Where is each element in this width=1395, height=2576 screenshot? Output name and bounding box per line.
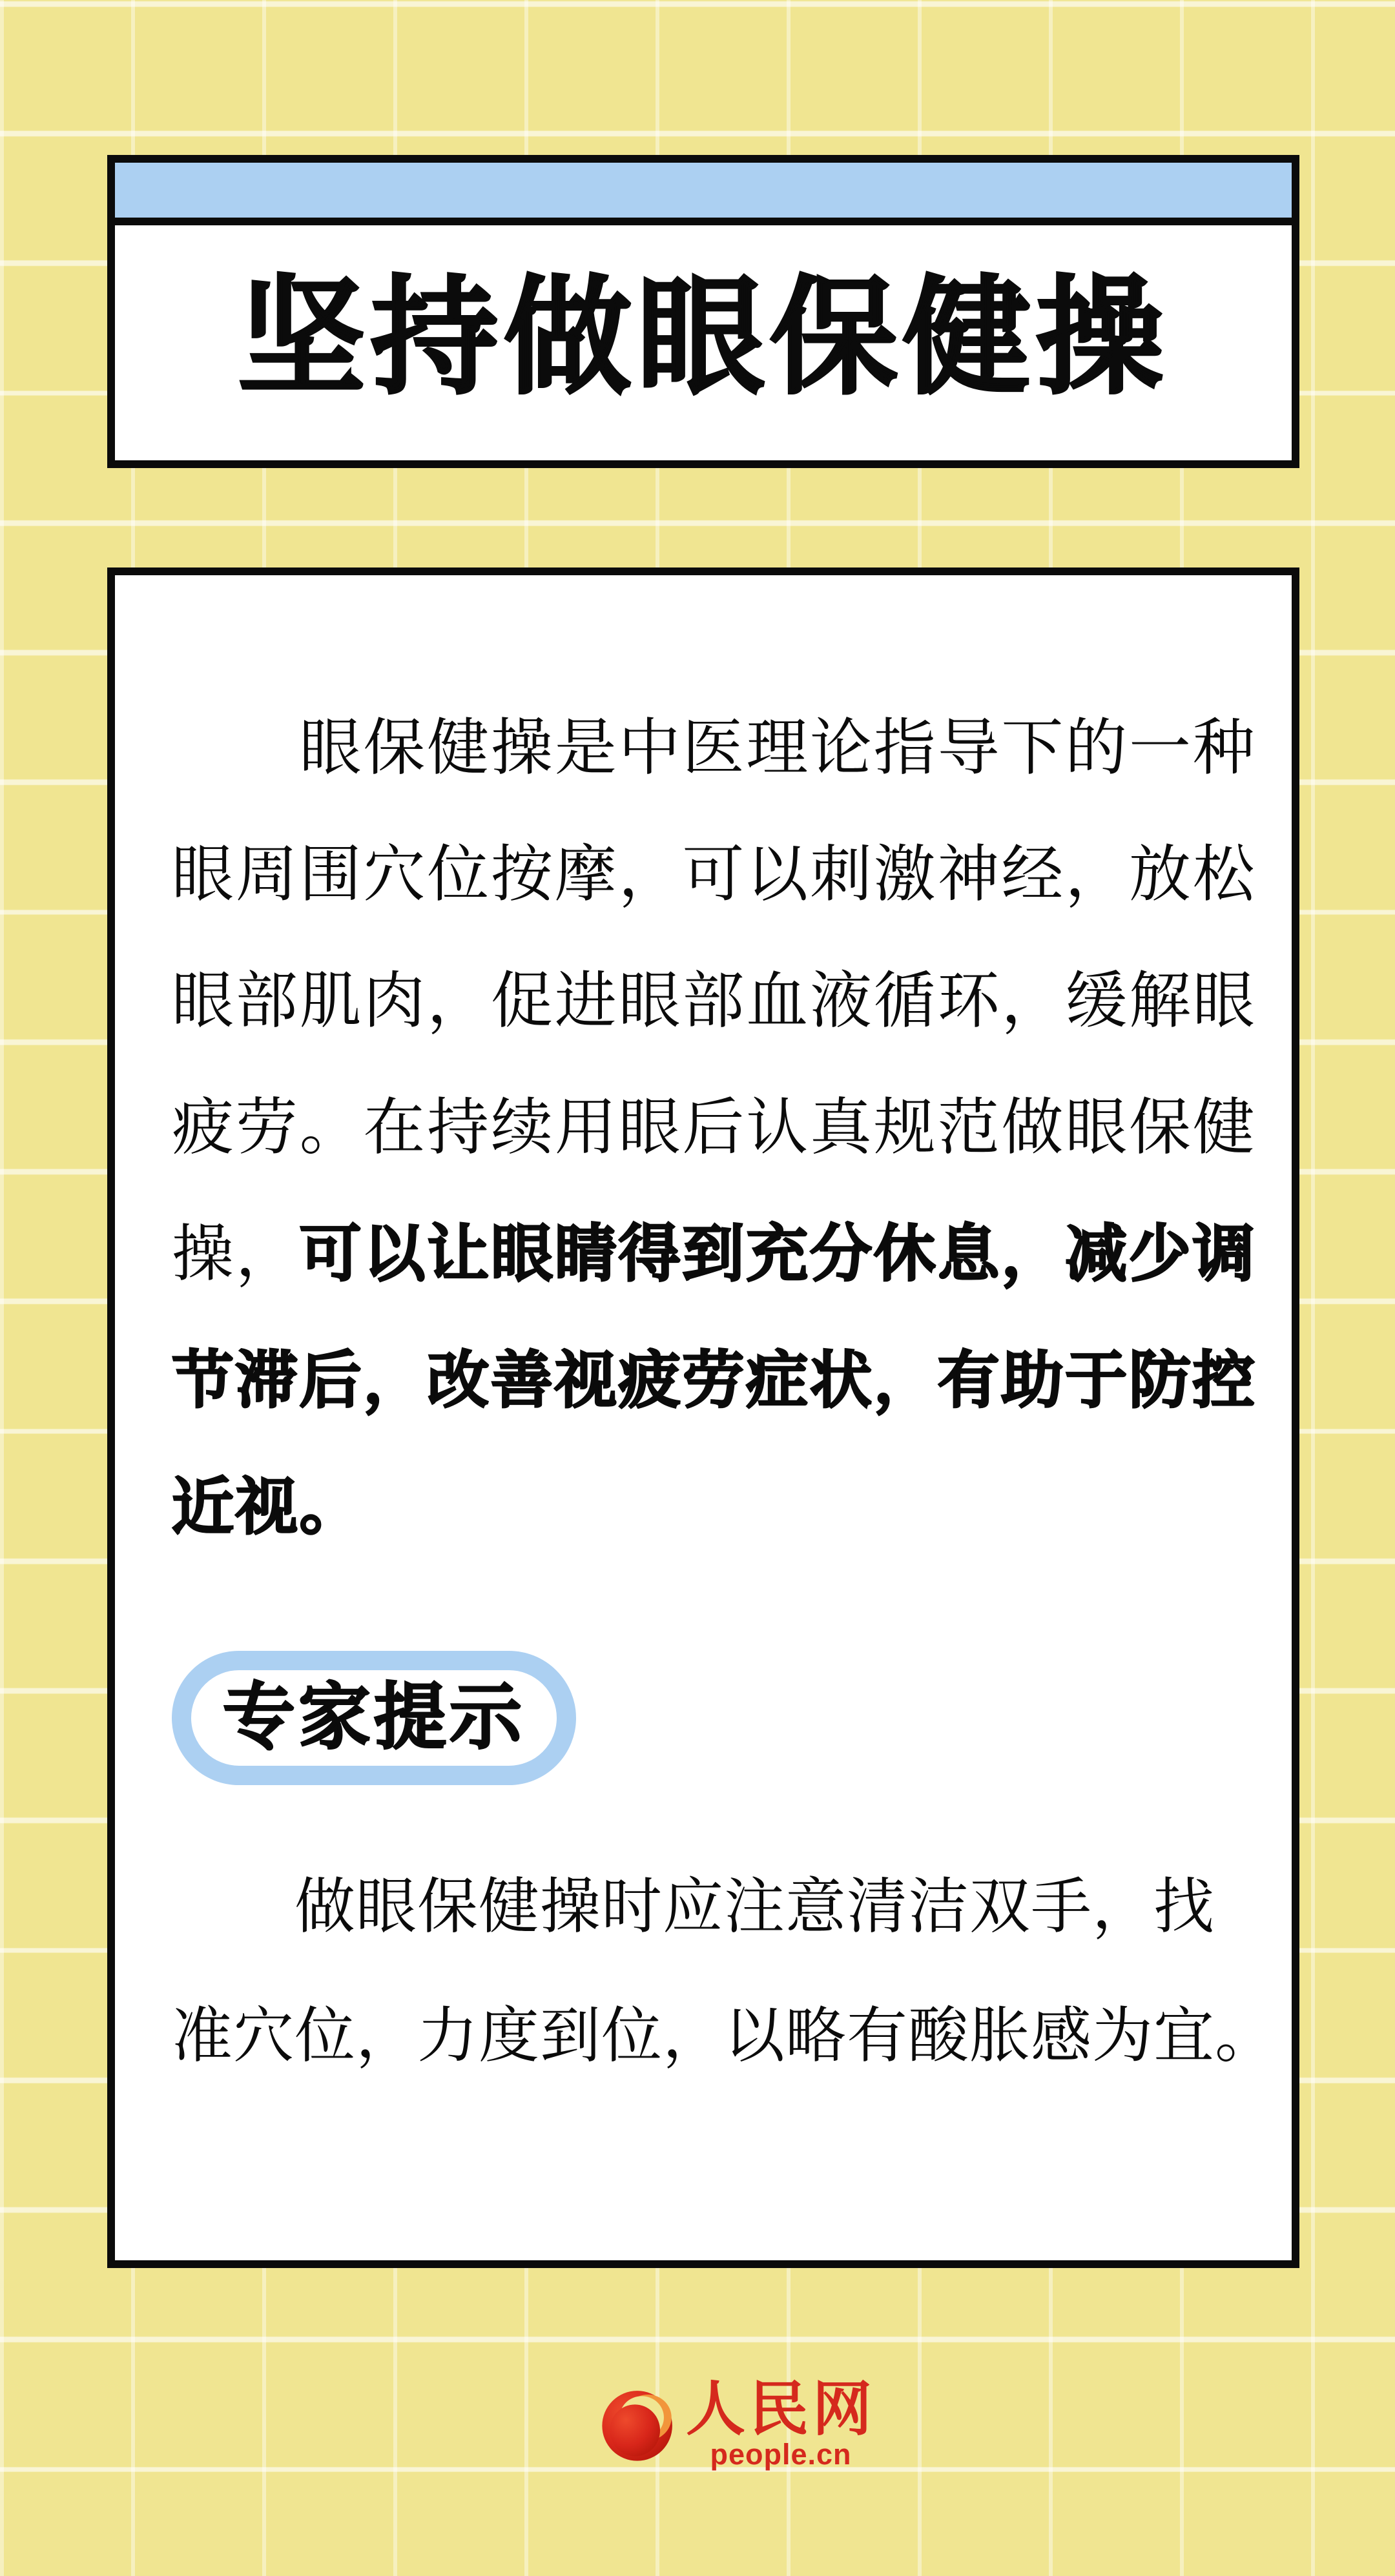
brand-text-block [686, 2377, 876, 2471]
paragraph1-line: 眼保健操是中医理论指导下的一种 [172, 713, 1257, 782]
paragraph2-line: 做眼保健操时应注意清洁双手，找 [172, 1872, 1215, 1940]
paragraph1-line: 近视。 [172, 1473, 364, 1542]
expert-tip-badge [172, 1651, 576, 1785]
paragraph2-line: 准穴位，力度到位，以略有酸胀感为宜。 [172, 2001, 1277, 2069]
paragraph1-line: 节滞后，改善视疲劳症状，有助于防控 [172, 1346, 1257, 1415]
title-panel [107, 155, 1299, 468]
content-panel [107, 567, 1299, 2268]
people-cn-logo-icon [601, 2386, 677, 2462]
paragraph1-line: 眼部肌肉，促进眼部血液循环，缓解眼 [172, 966, 1257, 1036]
paragraph1-line: 眼周围穴位按摩，可以刺激神经，放松 [172, 840, 1257, 909]
paragraph-1 [172, 685, 1266, 1571]
title-panel-header-strip [115, 163, 1292, 225]
paragraph1-line: 疲劳。在持续用眼后认真规范做眼保健 [172, 1093, 1257, 1162]
paragraph1-normal-run: 操， [172, 1220, 300, 1289]
expert-tip-label: 专家提示 [223, 1677, 525, 1757]
brand-name-cn: 人民网 [686, 2377, 876, 2442]
paragraph-2 [172, 1842, 1277, 2100]
poster-title: 坚持做眼保健操 [238, 268, 1169, 409]
footer-logo [601, 2371, 876, 2474]
paragraph1-line [172, 1191, 1266, 1318]
brand-domain: people.cn [710, 2438, 852, 2471]
paragraph1-bold-run: 可以让眼睛得到充分休息，减少调 [299, 1220, 1257, 1289]
